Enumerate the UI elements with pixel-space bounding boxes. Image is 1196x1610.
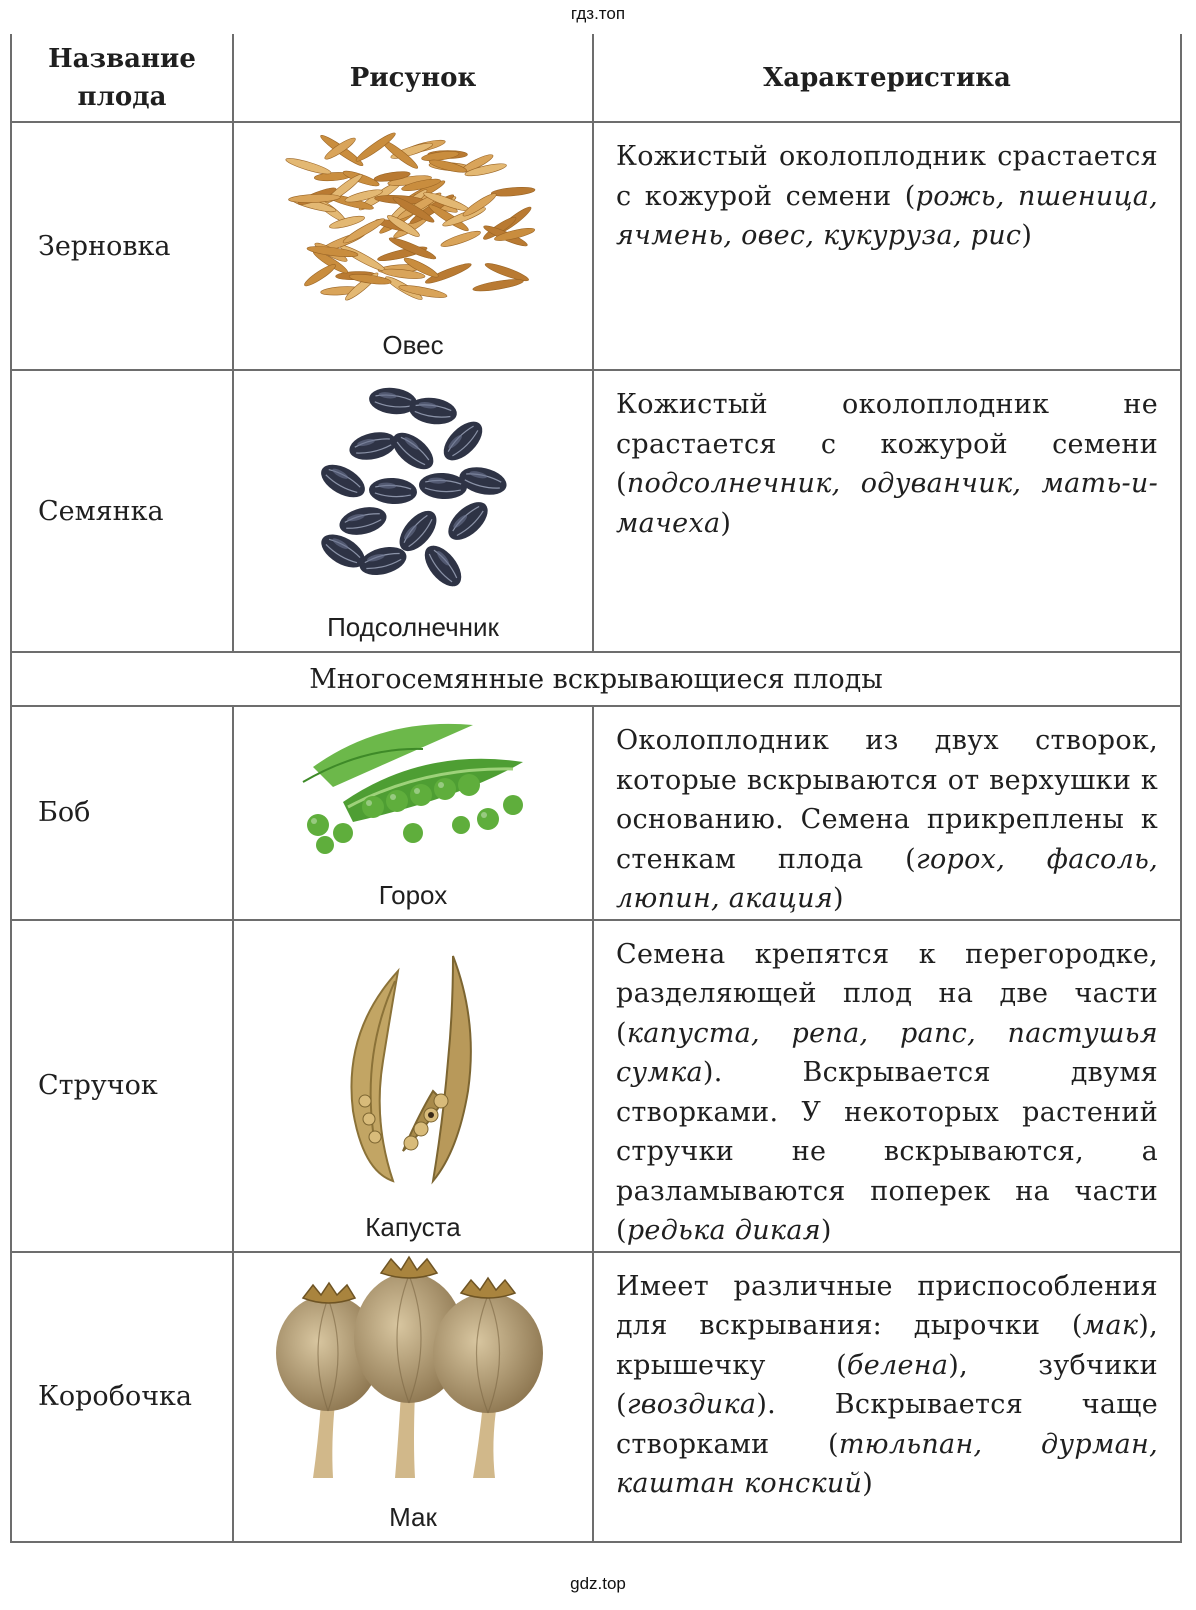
picture-caption: Капуста [365,1211,461,1242]
desc-text-end: ) [720,507,732,539]
desc-examples: мак [1082,1310,1139,1341]
sunflower-seed [457,463,510,499]
fruit-description [593,122,1181,370]
fruit-description [593,370,1181,652]
picture-cell [233,1252,593,1542]
desc-text-end: ) [820,1215,832,1246]
desc-text: Имеет различные приспособления для вскрывания: дырочки ( [616,1270,1158,1341]
sunflower-seed [337,503,390,540]
desc-examples: горох, фасоль, люпин, акация [616,843,1158,914]
sunflower-seed [316,458,371,504]
oat-grain [472,277,524,293]
poppy-capsules-illustration [273,1253,553,1478]
fruit-description [593,706,1181,920]
picture-caption: Овес [382,330,444,360]
desc-text: Семена крепятся к перегородке, разделяющей плод на две части ( [616,938,1158,1049]
fruit-name: Коробочка [11,1252,233,1542]
fruit-description [593,1252,1181,1542]
cabbage-pods-illustration [303,951,523,1201]
desc-examples: рожь, пшеница, ячмень, овес, кукуруза, рис [616,180,1159,251]
sunflower-seed [347,428,400,464]
oat-grain [491,186,536,198]
oat-grains-illustration [263,123,563,323]
desc-text: ). Вскрывается двумя створками. У некоторых растений стручки не вскрываются, а разламываются поперек на части ( [616,1057,1158,1246]
desc-text-end: ) [1021,220,1033,251]
sunflower-seed [386,426,440,476]
sunflower-seeds-illustration [283,371,543,601]
section-row [11,652,1181,706]
desc-text: Околоплодник из двух створок, которые вскрываются от верхушки к основанию. Семена прикреплены к стенкам плода ( [616,725,1158,875]
desc-text: ), крышечку ( [616,1310,1158,1381]
desc-examples: подсолнечник, одуванчик, мать-и-мачеха [616,468,1158,539]
table-row [11,370,1181,652]
desc-text: ), зубчики ( [616,1349,1158,1420]
sunflower-seed [442,495,495,547]
pea-pods-illustration [273,707,553,857]
desc-examples: белена [846,1349,949,1381]
oat-grain [288,193,340,203]
desc-text: ). Вскрывается чаще створками ( [616,1389,1158,1460]
header-characteristic: Характеристика [593,34,1181,122]
desc-examples: гвоздика [626,1389,757,1420]
table-row [11,122,1181,370]
fruit-name: Боб [11,706,233,920]
picture-caption: Горох [378,879,448,910]
fruit-name: Стручок [11,920,233,1252]
picture-cell [233,920,593,1252]
desc-text-end: ) [862,1468,874,1499]
fruit-description [593,920,1181,1252]
oat-grain [440,228,482,249]
picture-cell [233,370,593,652]
table-row [11,706,1181,920]
fruit-name: Зерновка [11,122,233,370]
oat-grain [302,262,337,289]
header-picture: Рисунок [233,34,593,122]
desc-text: Кожистый околоплодник срастается с кожурой семени ( [616,141,1158,212]
header-name: Название плода [11,34,233,122]
picture-caption: Мак [389,1501,437,1532]
desc-examples: капуста, репа, рапс, пастушья сумка [616,1017,1158,1088]
desc-examples: тюльпан, дурман, каштан конский [616,1428,1158,1499]
header-row [11,34,1181,122]
watermark-top: гдз.топ [570,4,626,23]
fruit-table [10,34,1182,1543]
desc-examples: редька дикая [626,1215,821,1246]
fruit-name: Семянка [11,370,233,652]
picture-caption: Подсолнечник [327,612,499,642]
desc-text: Кожистый околоплодник не срастается с кожурой семени ( [616,389,1158,499]
watermark-bottom: gdz.top [570,1574,626,1593]
oat-grain [461,191,498,219]
picture-cell [233,706,593,920]
section-title: Многосемянные вскрывающиеся плоды [11,652,1181,706]
sunflower-seed [368,477,417,506]
table-row [11,1252,1181,1542]
sunflower-seed [418,539,469,593]
table-row [11,920,1181,1252]
desc-text-end: ) [833,883,844,914]
picture-cell [233,122,593,370]
